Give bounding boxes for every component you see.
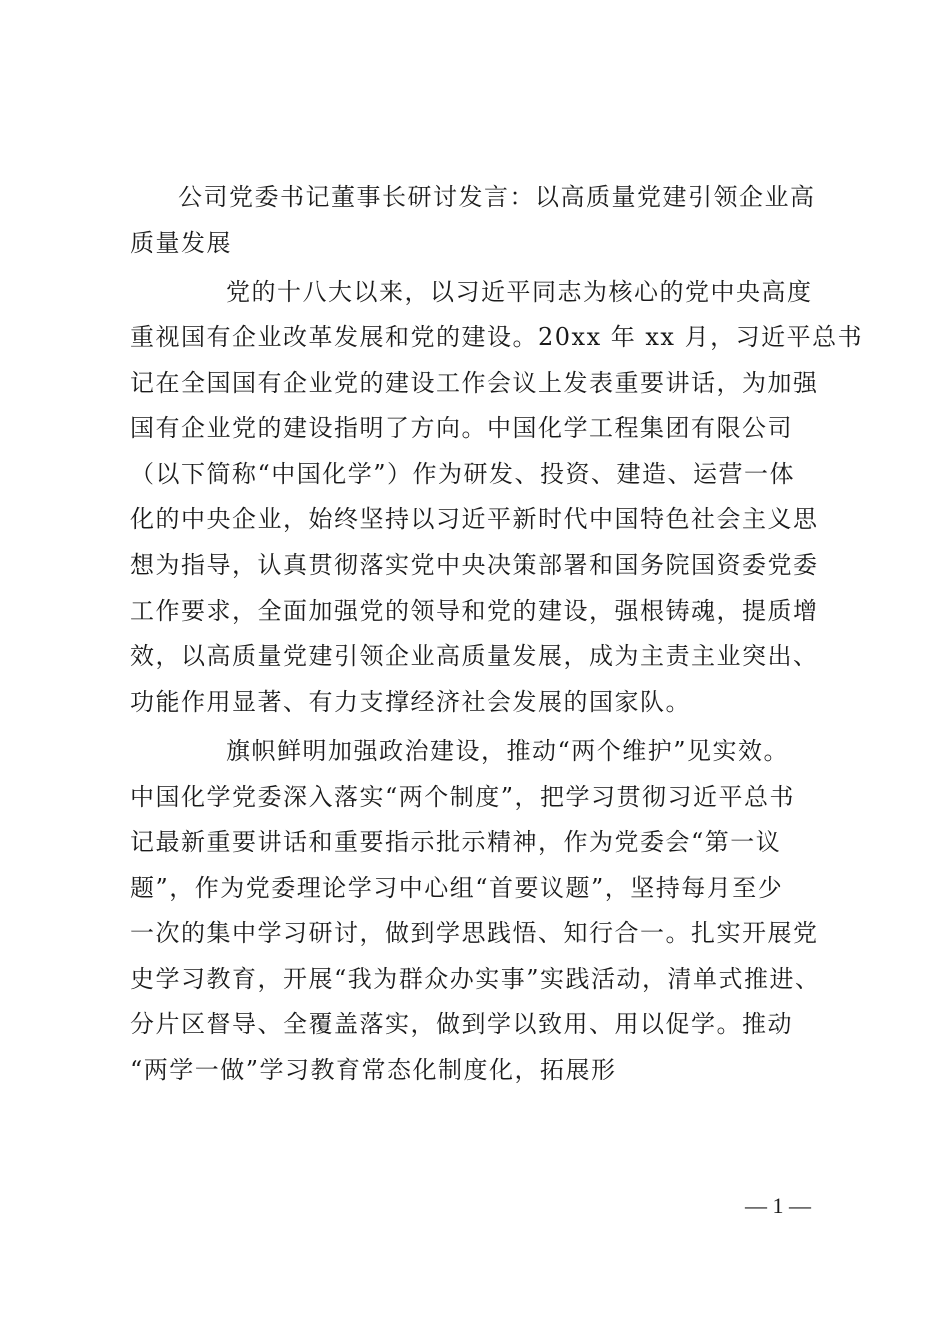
paragraph-1-line-5: （以下简称“中国化学”）作为研发、投资、建造、运营一体 (130, 460, 796, 488)
paragraph-1-line-9: 效，以高质量党建引领企业高质量发展，成为主责主业突出、 (130, 642, 819, 670)
paragraph-1-line-2: 重视国有企业改革发展和党的建设。20xx 年 xx 月，习近平总书 (130, 323, 864, 351)
paragraph-2-line-3: 记最新重要讲话和重要指示批示精神，作为党委会“第一议 (130, 828, 782, 856)
page-number: — 1 — (745, 1193, 811, 1218)
paragraph-1-line-1: 党的十八大以来，以习近平同志为核心的党中央高度 (226, 278, 813, 306)
paragraph-2-line-5: 一次的集中学习研讨，做到学思践悟、知行合一。扎实开展党 (130, 919, 819, 947)
paragraph-2-line-4: 题”，作为党委理论学习中心组“首要议题”，坚持每月至少 (130, 874, 784, 902)
paragraph-1-line-10: 功能作用显著、有力支撑经济社会发展的国家队。 (130, 688, 691, 716)
paragraph-2-line-6: 史学习教育，开展“我为群众办实事”实践活动，清单式推进、 (130, 965, 821, 993)
paragraph-1-line-8: 工作要求，全面加强党的领导和党的建设，强根铸魂，提质增 (130, 597, 819, 625)
title-line-1: 公司党委书记董事长研讨发言：以高质量党建引领企业高 (178, 183, 816, 211)
paragraph-2-line-1: 旗帜鲜明加强政治建设，推动“两个维护”见实效。 (226, 737, 790, 765)
paragraph-2-line-8: “两学一做”学习教育常态化制度化，拓展形 (130, 1056, 617, 1084)
paragraph-1-line-4: 国有企业党的建设指明了方向。中国化学工程集团有限公司 (130, 414, 793, 442)
paragraph-1-line-6: 化的中央企业，始终坚持以习近平新时代中国特色社会主义思 (130, 505, 819, 533)
paragraph-2-line-7: 分片区督导、全覆盖落实，做到学以致用、用以促学。推动 (130, 1010, 793, 1038)
paragraph-1-line-3: 记在全国国有企业党的建设工作会议上发表重要讲话，为加强 (130, 369, 819, 397)
title-line-2: 质量发展 (130, 229, 232, 257)
paragraph-1-line-7: 想为指导，认真贯彻落实党中央决策部署和国务院国资委党委 (130, 551, 819, 579)
paragraph-2-line-2: 中国化学党委深入落实“两个制度”，把学习贯彻习近平总书 (130, 783, 796, 811)
